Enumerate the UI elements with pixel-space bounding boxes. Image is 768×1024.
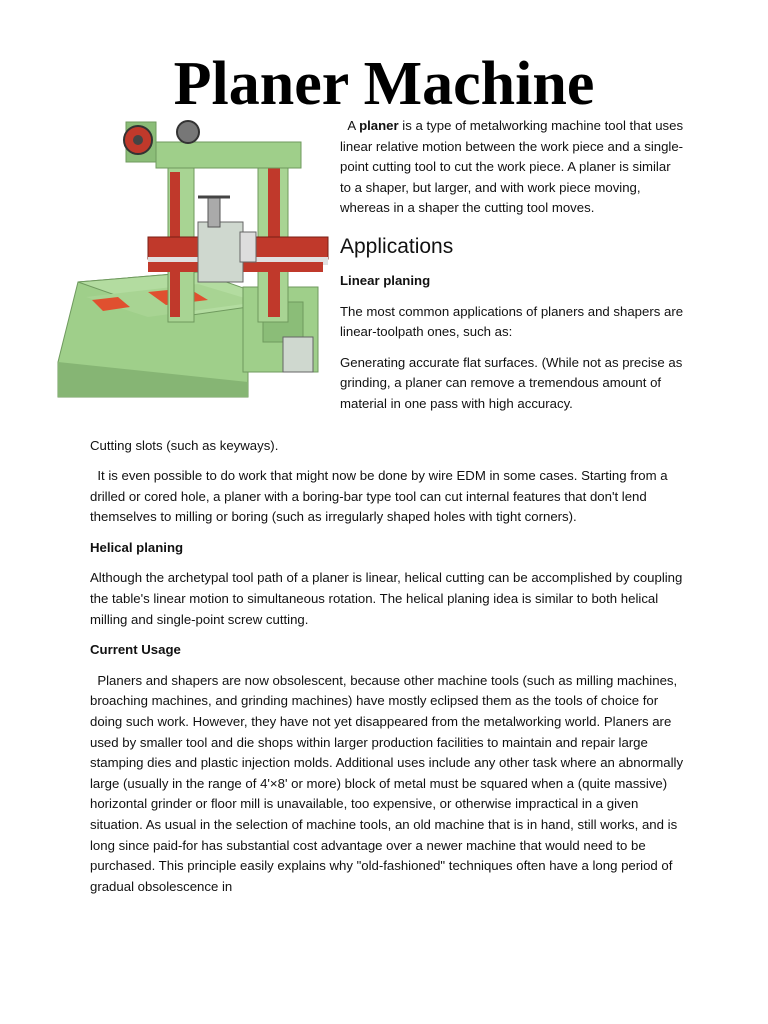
body-column xyxy=(90,466,686,907)
intro-lead: A xyxy=(347,118,360,133)
current-usage-paragraph xyxy=(90,671,686,898)
page-title: Planer Machine xyxy=(173,50,595,118)
planer-machine-image xyxy=(48,112,333,402)
applications-paragraph-4 xyxy=(90,466,686,528)
applications-paragraph-5: Although the archetypal tool path of a planer is linear, helical cutting can be accomplished by coupling the table's linear motion to simultaneous rotation. The helical planing idea is similar to both helical milling and single-point screw cutting. xyxy=(90,570,683,627)
intro-paragraph xyxy=(340,116,685,219)
intro-rest: is a type of metalworking machine tool that uses linear relative motion between the work piece and a single-point cutting tool to cut the work piece. A planer is similar to a shaper, but larger, and with work piece moving, whereas in a shaper the cutting tool moves. xyxy=(340,118,684,216)
intro-column xyxy=(340,116,685,425)
applications-paragraph-1: The most common applications of planers and shapers are linear-toolpath ones, such as: xyxy=(340,303,684,340)
applications-paragraph-3: Cutting slots (such as keyways). xyxy=(90,438,279,453)
intro-term: planer xyxy=(359,118,399,133)
applications-paragraph-4-text: It is even possible to do work that might now be done by wire EDM in some cases. Starting from a drilled or cored hole, a planer with a boring-bar type tool can cut internal features that don't lend themselves to milling or boring (such as irregularly shaped holes with tight corners). xyxy=(90,468,668,525)
linear-planing-heading: Linear planing xyxy=(340,272,431,288)
applications-heading: Applications xyxy=(340,234,454,258)
helical-planing-heading: Helical planing xyxy=(90,539,184,555)
current-usage-text: Planers and shapers are now obsolescent, because other machine tools (such as milling machines, broaching machines, and grinding machines) have mostly eclipsed them as the tools of choice for doing such work. However, they have not yet disappeared from the metalworking world. Planers are used by smaller tool and die shops within larger production facilities to maintain and repair large stamping dies and plastic injection molds. Additional uses include any other task where an abnormally large (usually in the range of 4'×8' or more) block of metal must be squared when a (quite massive) horizontal grinder or floor mill is unavailable, too expensive, or otherwise impractical in a given situation. As usual in the selection of machine tools, an old machine that is in hand, still works, and is long since paid-for has substantial cost advantage over a newer machine that would need to be purchased. This principle easily explains why "old-fashioned" techniques often have a long period of gradual obsolescence in xyxy=(90,672,684,894)
applications-paragraph-2: Generating accurate flat surfaces. (While not as precise as grinding, a planer can remove a tremendous amount of material in one pass with high accuracy. xyxy=(340,354,683,411)
current-usage-heading: Current Usage xyxy=(90,642,181,658)
